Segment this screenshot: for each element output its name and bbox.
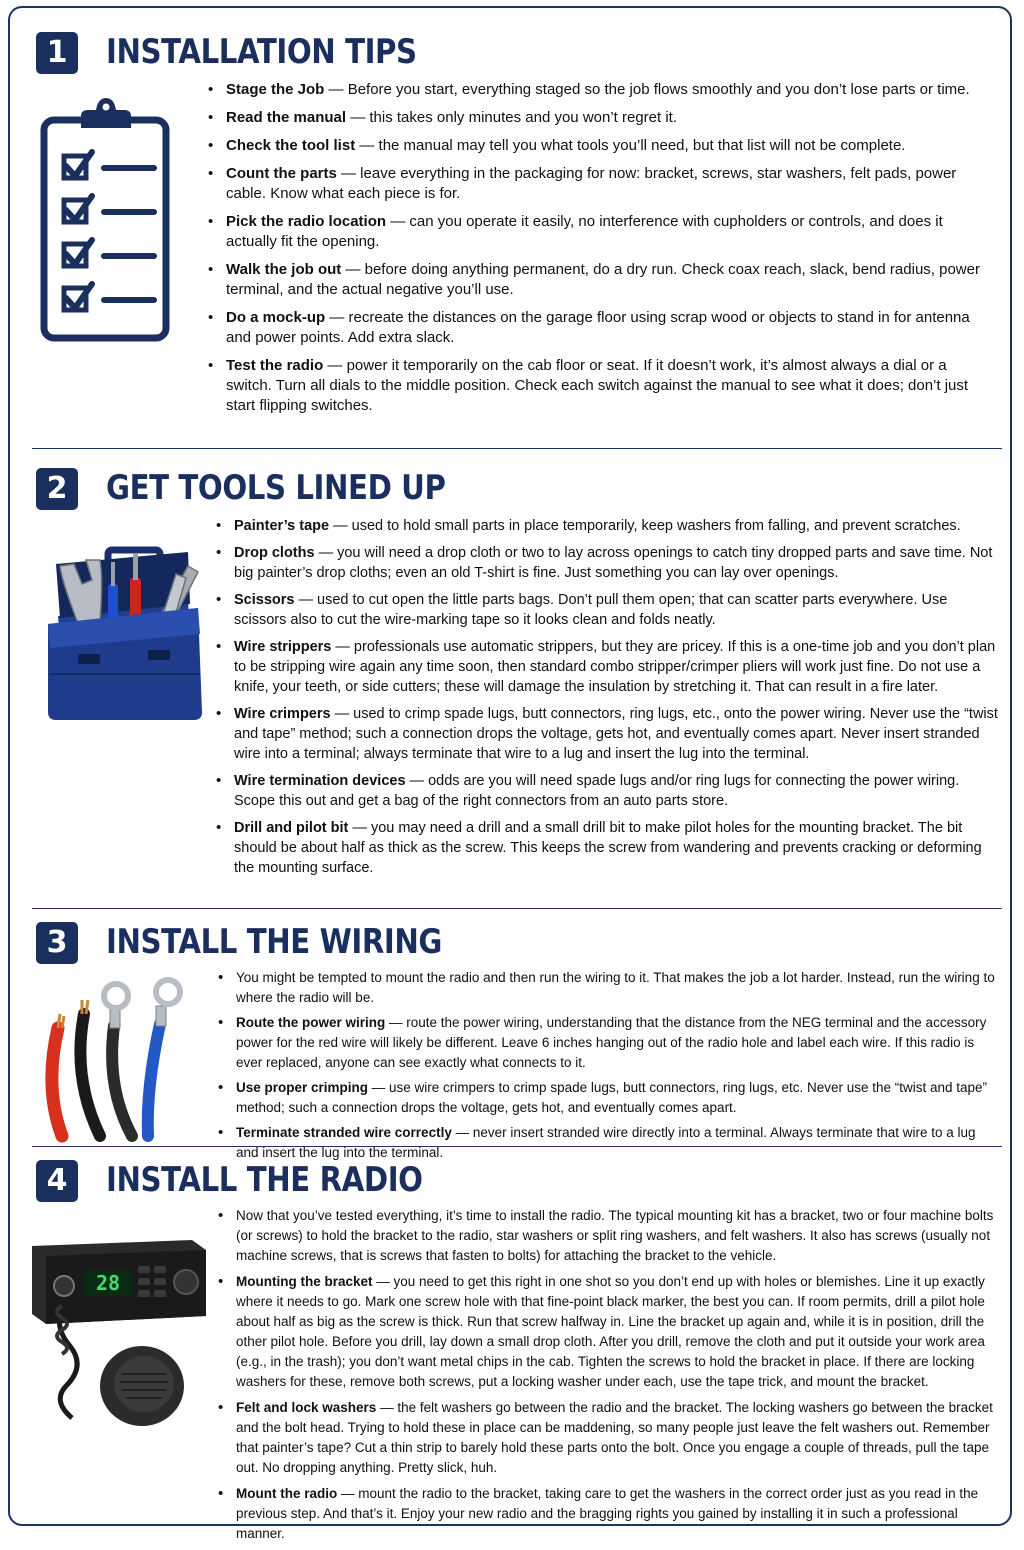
- item-term: Read the manual: [226, 109, 347, 126]
- section-divider: [32, 908, 1002, 909]
- radio-display: 28: [95, 1271, 121, 1295]
- list-item: [216, 1484, 1000, 1544]
- item-term: Pick the radio location: [226, 213, 387, 230]
- section-number: 1: [36, 32, 78, 74]
- item-text: — mount the radio to the bracket, taking care to get the washers in the correct order just as you read in the previous step. And that’s it. Enjoy your new radio and the bragging rights you gained by installing it in such a professional manner.: [236, 1486, 979, 1541]
- item-text: — used to cut open the little parts bags. Don’t pull them open; that can scatter parts everywhere. Use scissors also to cut the wire-marking tape so it looks clean and folds neatly.: [234, 592, 948, 628]
- section-title: INSTALLATION TIPS: [106, 32, 417, 72]
- list-item: [216, 1398, 1000, 1478]
- section-number: 3: [36, 922, 78, 964]
- list-item: [206, 260, 996, 300]
- item-text: — odds are you will need spade lugs and/or ring lugs for connecting the power wiring. Scope this out and get a bag of the right connectors from an auto parts store.: [234, 773, 960, 809]
- item-term: Test the radio: [226, 357, 324, 374]
- item-text: — before doing anything permanent, do a dry run. Check coax reach, slack, bend radius, power terminal, and the actual negative you’ll use.: [226, 261, 980, 298]
- item-text: — used to hold small parts in place temporarily, keep washers from falling, and prevent scratches.: [329, 518, 961, 534]
- list-item: [216, 1272, 1000, 1392]
- list-item: [214, 637, 998, 697]
- toolbox-icon: [38, 544, 208, 724]
- section-1-list: [206, 80, 996, 424]
- list-item: [206, 80, 996, 100]
- section-install-wiring: [10, 912, 1010, 1160]
- section-title: INSTALL THE WIRING: [106, 922, 442, 962]
- item-text: — used to crimp spade lugs, butt connectors, ring lugs, etc., onto the power wiring. Never use the “twist and tape” method; such a connection drops the voltage, gets hot, and eventually comes apart. Never insert stranded wire into a terminal; always terminate that wire to a lug and insert the lug into the terminal.: [234, 706, 998, 762]
- item-term: Stage the Job: [226, 81, 325, 98]
- section-title: GET TOOLS LINED UP: [106, 468, 446, 508]
- cb-radio-icon: [22, 1236, 212, 1446]
- item-term: Mounting the bracket: [236, 1274, 373, 1289]
- list-item: [216, 1013, 998, 1073]
- section-4-list: [216, 1206, 1000, 1550]
- list-item: [214, 704, 998, 764]
- section-title: INSTALL THE RADIO: [106, 1160, 423, 1200]
- item-text: — you will need a drop cloth or two to lay across openings to catch tiny dropped parts and save time. Not big painter’s drop cloths; even an old T-shirt is fine. Just something you can lay over openings.: [234, 545, 993, 581]
- section-number: 4: [36, 1160, 78, 1202]
- list-item: [206, 108, 996, 128]
- item-term: Do a mock-up: [226, 309, 326, 326]
- item-text: — route the power wiring, understanding that the distance from the NEG terminal and the accessory power for the red wire will likely be different. Leave 6 inches hanging out of the radio hole and label each wire. If this radio is ever replaced, anyone can see exactly what connects to it.: [236, 1015, 987, 1070]
- section-divider: [32, 1146, 1002, 1147]
- section-divider: [32, 448, 1002, 449]
- section-get-tools: [10, 452, 1010, 908]
- item-text: You might be tempted to mount the radio and then run the wiring to it. That makes the job a lot harder. Instead, run the wiring to where the radio will be.: [236, 970, 995, 1005]
- infographic-frame: [8, 6, 1012, 1541]
- item-text: — this takes only minutes and you won’t regret it.: [346, 109, 678, 126]
- item-text: — the manual may tell you what tools you’ll need, but that list will not be complete.: [355, 137, 906, 154]
- list-item: [216, 1206, 1000, 1266]
- section-installation-tips: [10, 8, 1010, 448]
- item-text: — never insert stranded wire directly into a terminal. Always terminate that wire to a lug and insert the lug into the terminal.: [236, 1125, 976, 1160]
- item-text: — use wire crimpers to crimp spade lugs, butt connectors, ring lugs, etc. Never use the “twist and tape” method; such a connection drops the voltage, gets hot, and eventually comes apart.: [236, 1080, 988, 1115]
- item-term: Walk the job out: [226, 261, 342, 278]
- section-install-radio: [10, 1150, 1010, 1541]
- item-text: — professionals use automatic strippers, but they are pricey. If this is a one-time job and you don’t plan to be stripping wire again any time soon, then standard combo stripper/crimper pliers will work just fine. Do not use a knife, your teeth, or side cutters; these will damage the insulation by stretching it. That can result in a fire later.: [234, 639, 996, 695]
- item-term: Felt and lock washers: [236, 1400, 377, 1415]
- item-text: — you need to get this right in one shot so you don’t end up with holes or blemishes. Line it up exactly where it needs to go. Mark one screw hole with that fine-point black marker, the best you can. If room permits, drill a pilot hole about half as big as the screw is thick. Run that screw halfway in. Line the bracket up again and, while it is in position, drill the other pilot hole. Before you drill, lay down a small drop cloth. After you drill, remove the cloth and put it outside your work area (e.g., in the trash); you don’t want metal chips in the cab. Tighten the screws to hold the bracket in place. If there are locking washers for these, remove both screws, put a locking washer under each, use the tape trick, and mount the bracket.: [236, 1274, 985, 1389]
- list-item: [214, 771, 998, 811]
- item-term: Wire termination devices: [234, 773, 406, 789]
- item-text: — the felt washers go between the radio and the bracket. The locking washers go between the bracket and the bolt head. Trying to hold these in place can be maddening, so many people just leave the felt washers out. Remember that painter’s tape? Cut a thin strip to barely hold these parts onto the bolt. Once you engage a couple of threads, pull the tape out. No dropping anything. Pretty slick, huh.: [236, 1400, 993, 1475]
- section-number: 2: [36, 468, 78, 510]
- item-text: — Before you start, everything staged so the job flows smoothly and you don’t lose parts or time.: [324, 81, 970, 98]
- item-text: — recreate the distances on the garage floor using scrap wood or objects to stand in for antenna and power points. Add extra slack.: [226, 309, 970, 346]
- list-item: [206, 136, 996, 156]
- list-item: [214, 818, 998, 878]
- item-term: Route the power wiring: [236, 1015, 386, 1030]
- item-term: Wire strippers: [234, 639, 332, 655]
- list-item: [206, 212, 996, 252]
- list-item: [216, 968, 998, 1008]
- item-term: Drop cloths: [234, 545, 315, 561]
- item-text: — you may need a drill and a small drill bit to make pilot holes for the mounting bracket. The bit should be about half as thick as the screw. This keeps the screw from wandering and prevents cracking or deforming the mounting surface.: [234, 820, 982, 876]
- item-term: Wire crimpers: [234, 706, 331, 722]
- item-term: Use proper crimping: [236, 1080, 369, 1095]
- section-2-list: [214, 516, 998, 885]
- item-term: Count the parts: [226, 165, 337, 182]
- item-term: Terminate stranded wire correctly: [236, 1125, 452, 1140]
- item-text: — can you operate it easily, no interference with cupholders or controls, and does it actually fit the opening.: [226, 213, 943, 250]
- item-term: Check the tool list: [226, 137, 356, 154]
- item-term: Drill and pilot bit: [234, 820, 349, 836]
- wires-icon: [36, 978, 196, 1138]
- list-item: [214, 516, 998, 536]
- item-text: Now that you’ve tested everything, it’s time to install the radio. The typical mounting kit has a bracket, two or four machine bolts (or screws) to hold the bracket to the radio, star washers or split ring washers, and felt washers. It also has screws (usually not machine screws, that is screws that fasten to bolts) for attaching the bracket to the vehicle.: [236, 1208, 994, 1263]
- clipboard-checklist-icon: [36, 98, 176, 348]
- item-term: Mount the radio: [236, 1486, 338, 1501]
- list-item: [214, 590, 998, 630]
- item-term: Scissors: [234, 592, 295, 608]
- list-item: [206, 356, 996, 416]
- list-item: [214, 543, 998, 583]
- section-3-list: [216, 968, 998, 1168]
- item-text: — leave everything in the packaging for now: bracket, screws, star washers, felt pads, power cable. Know what each piece is for.: [226, 165, 957, 202]
- item-term: Painter’s tape: [234, 518, 330, 534]
- list-item: [216, 1078, 998, 1118]
- item-text: — power it temporarily on the cab floor or seat. If it doesn’t work, it’s almost always a dial or a switch. Turn all dials to the middle position. Check each switch against the manual to see what it does; don’t just start flipping switches.: [226, 357, 969, 414]
- list-item: [206, 308, 996, 348]
- list-item: [206, 164, 996, 204]
